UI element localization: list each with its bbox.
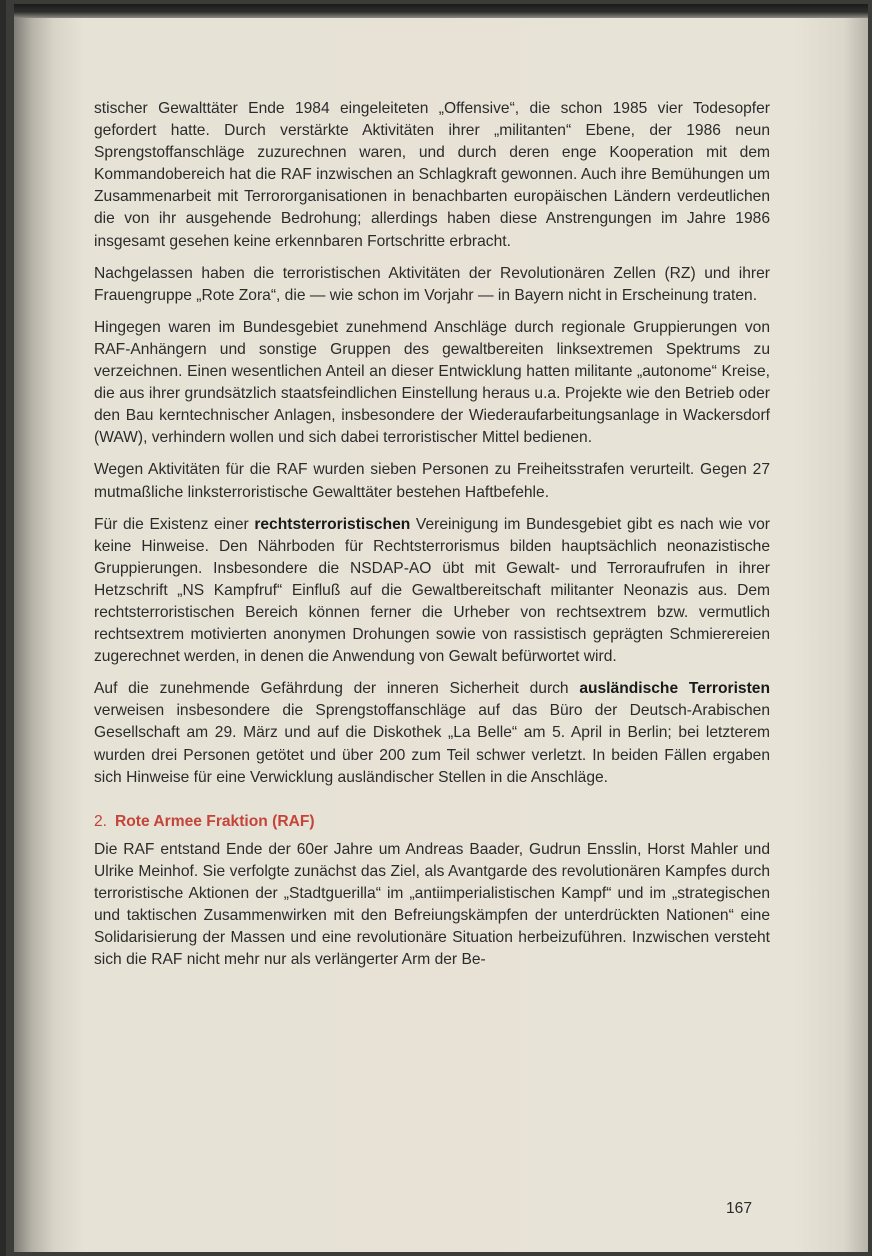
paragraph-1: stischer Gewalttäter Ende 1984 eingeleiteten „Offensive“, die schon 1985 vier Todesopfer gefordert hatte. Durch verstärkte Aktivitäten ihrer „militanten“ Ebene, der 1986 neun Sprengstoffanschläge zuzurechnen waren, und durch deren enge Kooperation mit dem Kommandobereich hat die RAF inzwischen an Schlagkraft gewonnen. Auch ihre Bemühungen um Zusammenarbeit mit Terrororganisationen in benachbarten europäischen Ländern verdeutlichen die von ihr ausgehende Bedrohung; allerdings haben diese Anstrengungen im Jahre 1986 insgesamt gesehen keine erkennbaren Fortschritte erbracht. [94, 100, 770, 250]
paragraph-7: Die RAF entstand Ende der 60er Jahre um Andreas Baader, Gudrun Ensslin, Horst Mahler und Ulrike Meinhof. Sie verfolgte zunächst das Ziel, als Avantgarde des revolutionären Kampfes durch terroristische Aktionen der „Stadtguerilla“ im „antiimperialistischen Kampf“ und im „strategischen und taktischen Zusammenwirken mit den Befreiungskämpfen der unterdrückten Nationen“ eine Solidarisierung der Massen und eine revolutionäre Situation herbeizuführen. Inzwischen versteht sich die RAF nicht mehr nur als verlängerter Arm der Be- [94, 840, 770, 969]
section-heading [94, 811, 770, 833]
paragraph-3: Hingegen waren im Bundesgebiet zunehmend Anschläge durch regionale Gruppierungen von RAF-Anhängern und sonstige Gruppen des gewaltbereiten linksextremen Spektrums zu verzeichnen. Einen wesentlichen Anteil an dieser Entwicklung hatten militante „autonome“ Kreise, die aus ihrer grundsätzlich staatsfeindlichen Einstellung heraus u.a. Projekte wie den Betrieb oder den Bau kerntechnischer Anlagen, insbesondere der Wiederaufarbeitungsanlage in Wackersdorf (WAW), verhindern wollen und sich dabei terroristischer Mittel bedienen. [94, 318, 770, 447]
paragraph-6-emphasis: ausländische Terroristen [579, 680, 770, 698]
page-body [94, 98, 770, 981]
paragraph-6-text-a: Auf die zunehmende Gefährdung der inneren Sicherheit durch [94, 680, 580, 698]
paragraph-2: Nachgelassen haben die terroristischen Aktivitäten der Revolutionären Zellen (RZ) und ihrer Frauengruppe „Rote Zora“, die — wie schon im Vorjahr — in Bayern nicht in Erscheinung traten. [94, 264, 770, 304]
paragraph-6-text-b: verweisen insbesondere die Sprengstoffanschläge auf das Büro der Deutsch-Arabischen Gesellschaft am 29. März und auf die Diskothek „La Belle“ am 5. April in Berlin; bei letzterem wurden drei Personen getötet und über 200 zum Teil schwer verletzt. In beiden Fällen ergaben sich Hinweise für eine Verwicklung ausländischer Stellen in die Anschläge. [94, 702, 770, 786]
section-number: 2. [94, 812, 108, 830]
paragraph-5-text-a: Für die Existenz einer [94, 515, 255, 533]
scan-top-edge [14, 4, 868, 18]
paragraph-5 [94, 514, 770, 669]
page-number: 167 [726, 1200, 753, 1217]
section-title: Rote Armee Fraktion (RAF) [115, 812, 315, 830]
scan-edge-shadow [0, 0, 6, 1256]
paragraph-4: Wegen Aktivitäten für die RAF wurden sieben Personen zu Freiheitsstrafen verurteilt. Gegen 27 mutmaßliche linksterroristische Gewalttäter bestehen Haftbefehle. [94, 461, 770, 501]
paragraph-5-text-b: Vereinigung im Bundesgebiet gibt es nach wie vor keine Hinweise. Den Nährboden für Rechtsterrorismus bilden hauptsächlich neonazistische Gruppierungen. Insbesondere die NSDAP-AO übt mit Gewalt- und Terroraufrufen in ihrer Hetzschrift „NS Kampfruf“ Einfluß auf die Gewaltbereitschaft militanter Neonazis aus. Dem rechtsterroristischen Bereich können ferner die Urheber von rechtsextrem bzw. vermutlich rechtsextrem motivierten anonymen Drohungen sowie von rassistisch geprägten Schmierereien zugerechnet werden, in denen die Anwendung von Gewalt befürwortet wird. [94, 515, 770, 666]
paragraph-5-emphasis: rechtsterroristischen [254, 515, 411, 533]
paragraph-6 [94, 678, 770, 788]
